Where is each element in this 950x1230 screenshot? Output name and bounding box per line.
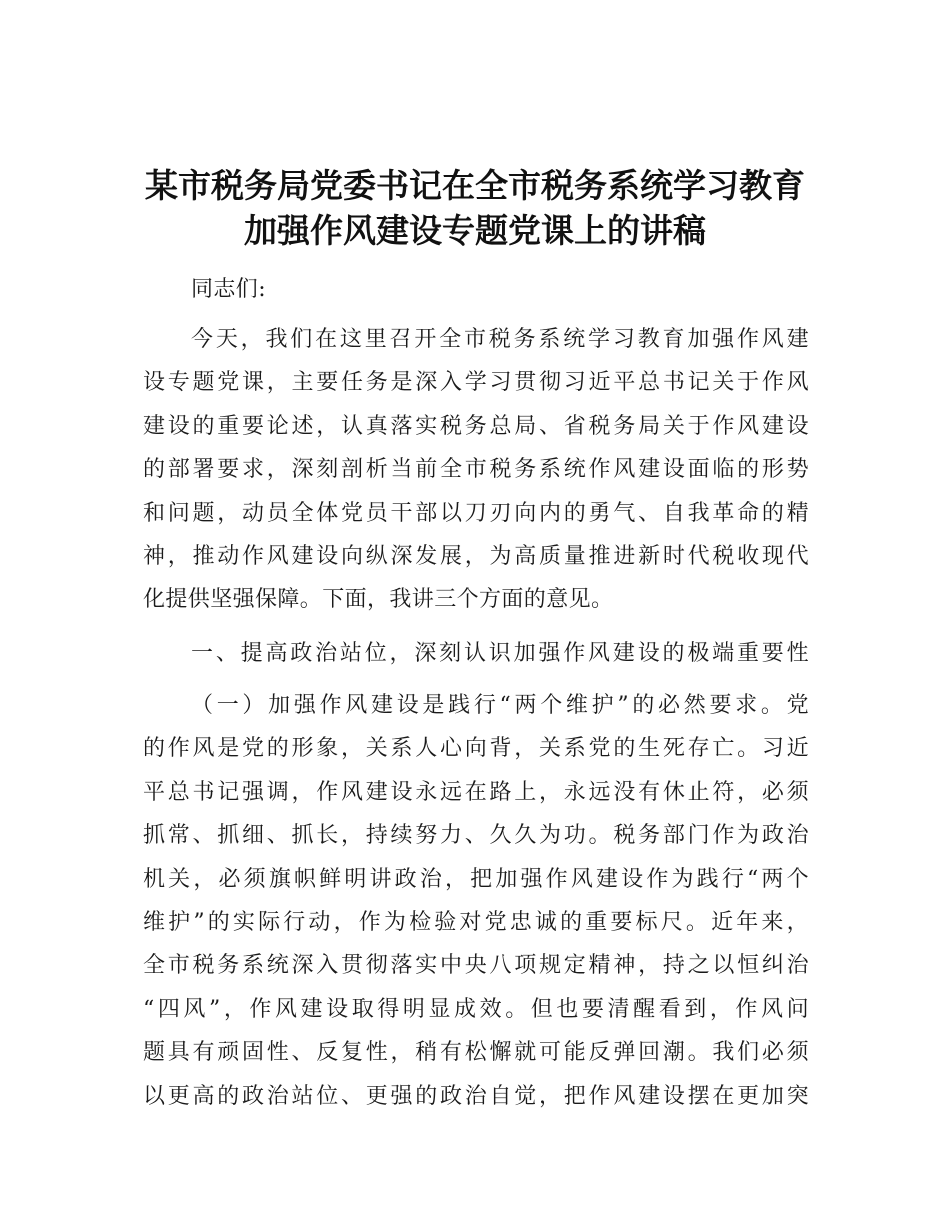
paragraph-line: 以更高的政治站位、更强的政治自觉，把作风建设摆在更加突 xyxy=(143,1083,809,1109)
paragraph-line: 设专题党课，主要任务是深入学习贯彻习近平总书记关于作风 xyxy=(143,370,809,396)
intro-paragraph xyxy=(143,318,809,622)
document-title-line-2: 加强作风建设专题党课上的讲稿 xyxy=(244,211,706,250)
paragraph-line: 的部署要求，深刻剖析当前全市税务系统作风建设面临的形势 xyxy=(143,457,809,483)
paragraph-line: 平总书记强调，作风建设永远在路上，永远没有休止符，必须 xyxy=(143,779,809,805)
paragraph-line: （一）加强作风建设是践行“两个维护”的必然要求。党 xyxy=(191,693,809,718)
paragraph-line: 和问题，动员全体党员干部以刀刃向内的勇气、自我革命的精 xyxy=(143,500,809,526)
section-1-paragraph xyxy=(143,684,809,1118)
paragraph-line: “四风”，作风建设取得明显成效。但也要清醒看到，作风问 xyxy=(143,996,809,1022)
greeting-text: 同志们: xyxy=(191,277,267,302)
paragraph-line: 题具有顽固性、反复性，稍有松懈就可能反弹回潮。我们必须 xyxy=(143,1040,809,1066)
paragraph-line: 建设的重要论述，认真落实税务总局、省税务局关于作风建设 xyxy=(143,413,809,439)
paragraph-line: 抓常、抓细、抓长，持续努力、久久为功。税务部门作为政治 xyxy=(143,823,809,849)
section-heading-1 xyxy=(143,632,809,675)
paragraph-line: 全市税务系统深入贯彻落实中央八项规定精神，持之以恒纠治 xyxy=(143,953,809,979)
paragraph-line: 机关，必须旗帜鲜明讲政治，把加强作风建设作为践行“两个 xyxy=(143,866,809,892)
paragraph-line: 化提供坚强保障。下面，我讲三个方面的意见。 xyxy=(143,587,614,613)
paragraph-line: 维护”的实际行动，作为检验对党忠诚的重要标尺。近年来， xyxy=(143,909,809,935)
document-title-line-1: 某市税务局党委书记在全市税务系统学习教育 xyxy=(145,166,805,205)
section-heading-text: 一、提高政治站位，深刻认识加强作风建设的极端重要性 xyxy=(191,641,809,666)
paragraph-line: 今天，我们在这里召开全市税务系统学习教育加强作风建 xyxy=(191,327,809,352)
paragraph-line: 神，推动作风建设向纵深发展，为高质量推进新时代税收现代 xyxy=(143,543,809,569)
paragraph-line: 的作风是党的形象，关系人心向背，关系党的生死存亡。习近 xyxy=(143,736,809,762)
greeting-paragraph xyxy=(143,268,809,311)
